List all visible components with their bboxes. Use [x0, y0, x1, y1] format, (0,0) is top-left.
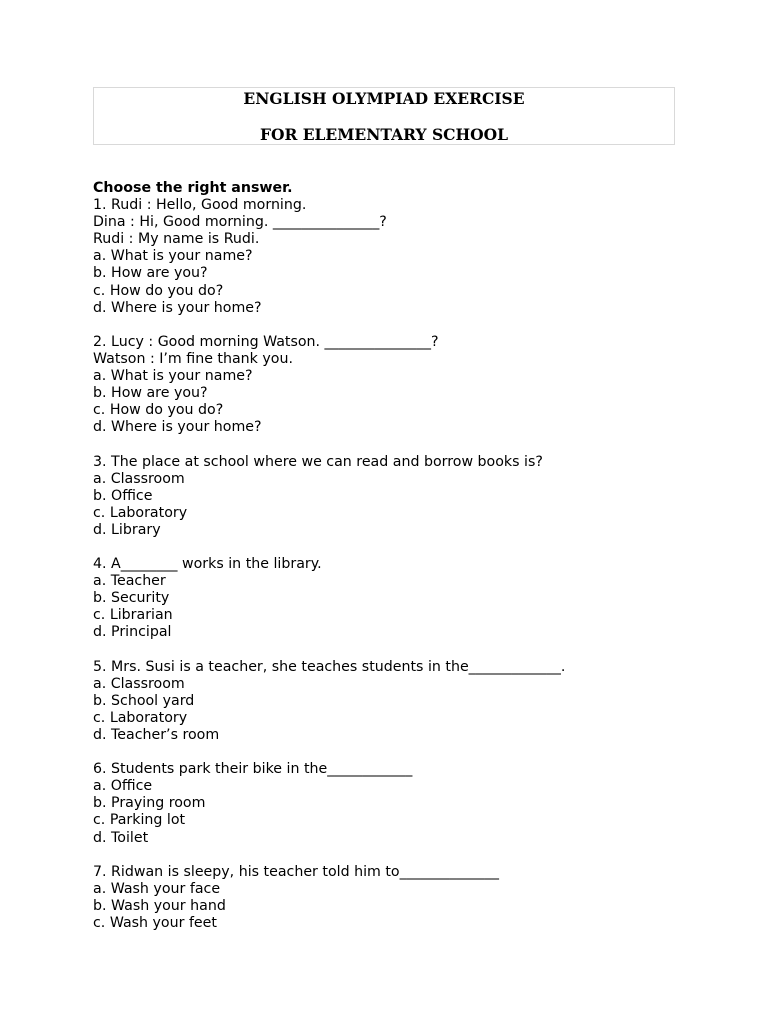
question-4-option-c: c. Librarian: [93, 607, 173, 624]
question-1-line-2: Dina : Hi, Good morning. _______________?: [93, 214, 387, 231]
question-4: [93, 556, 693, 641]
question-5-option-c: c. Laboratory: [93, 709, 188, 726]
question-7-option-c: c. Wash your feet: [93, 915, 217, 932]
question-7-line-1: 7. Ridwan is sleepy, his teacher told him to______________: [93, 863, 499, 880]
question-7-option-a: a. Wash your face: [93, 880, 221, 897]
question-1-option-d: d. Where is your home?: [93, 299, 262, 316]
question-6-option-d: d. Toilet: [93, 829, 149, 846]
question-4-option-b: b. Security: [93, 590, 170, 607]
question-5-option-d: d. Teacher’s room: [93, 727, 220, 743]
instruction-text: Choose the right answer.: [93, 180, 293, 196]
question-1-line-1: 1. Rudi : Hello, Good morning.: [93, 197, 307, 214]
question-2-option-a: a. What is your name?: [93, 368, 253, 385]
question-2-option-b: b. How are you?: [93, 385, 208, 402]
question-3-option-c: c. Laboratory: [93, 504, 188, 521]
header-title-line-1: ENGLISH OLYMPIAD EXERCISE: [243, 89, 525, 108]
question-1: [93, 197, 693, 317]
question-7: [93, 864, 693, 932]
question-1-option-b: b. How are you?: [93, 265, 208, 282]
question-4-option-d: d. Principal: [93, 624, 172, 641]
question-5-option-a: a. Classroom: [93, 675, 185, 692]
question-5: [93, 659, 693, 744]
question-3: [93, 454, 693, 539]
question-3-option-b: b. Office: [93, 487, 153, 504]
question-4-line-1: 4. A________ works in the library.: [93, 556, 322, 573]
document-header: [93, 87, 675, 145]
question-6-option-c: c. Parking lot: [93, 812, 186, 829]
question-4-option-a: a. Teacher: [93, 573, 166, 590]
question-6-line-1: 6. Students park their bike in the____________: [93, 761, 413, 778]
exercise-content: [93, 180, 693, 932]
question-2-line-2: Watson : I’m fine thank you.: [93, 350, 293, 367]
question-1-line-3: Rudi : My name is Rudi.: [93, 231, 260, 248]
question-5-option-b: b. School yard: [93, 692, 195, 709]
question-3-line-1: 3. The place at school where we can read and borrow books is?: [93, 453, 543, 470]
question-6-option-b: b. Praying room: [93, 795, 206, 812]
header-title-line-2: FOR ELEMENTARY SCHOOL: [259, 125, 509, 144]
question-7-option-b: b. Wash your hand: [93, 897, 226, 914]
question-1-option-c: c. How do you do?: [93, 282, 224, 299]
question-3-option-d: d. Library: [93, 521, 161, 538]
question-6-option-a: a. Office: [93, 778, 153, 795]
question-2: [93, 334, 693, 437]
question-2-line-1: 2. Lucy : Good morning Watson. _______________?: [93, 333, 439, 350]
question-1-option-a: a. What is your name?: [93, 248, 253, 265]
question-2-option-d: d. Where is your home?: [93, 419, 262, 436]
question-2-option-c: c. How do you do?: [93, 402, 224, 419]
question-5-line-1: 5. Mrs. Susi is a teacher, she teaches students in the_____________.: [93, 658, 566, 675]
question-3-option-a: a. Classroom: [93, 470, 185, 487]
question-6: [93, 761, 693, 846]
